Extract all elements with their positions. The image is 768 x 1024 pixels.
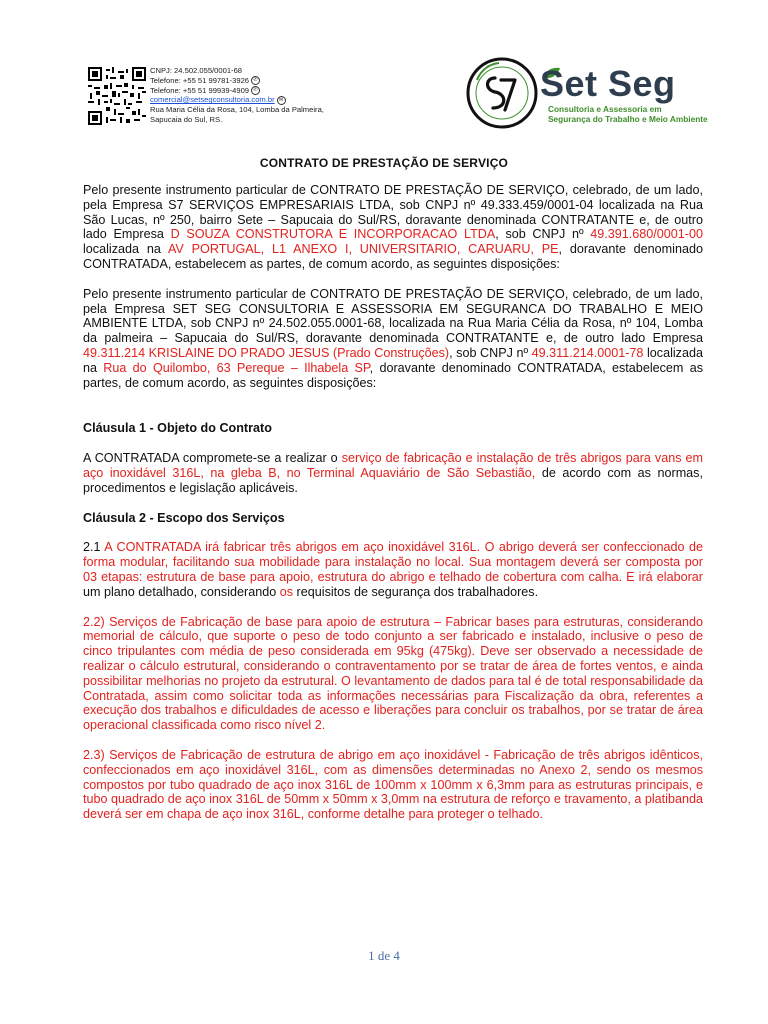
email-icon: ✉ <box>277 96 286 105</box>
p1-text-g: , doravante denominado CONTRATADA, estabelecem as partes, de comum acordo, as seguintes disposições: <box>83 242 703 271</box>
p1-text-e: localizada na <box>83 242 168 257</box>
letterhead <box>0 0 768 140</box>
set-seg-logo <box>540 64 710 126</box>
page-number: 1 de 4 <box>368 948 400 963</box>
phone-line-2 <box>150 86 324 96</box>
brand-name: Set Seg <box>540 63 676 104</box>
clause-2-item-3: 2.3) Serviços de Fabricação de estrutura de abrigo em aço inoxidável - Fabricação de três abrigos idênticos, confeccionados em aço inoxidável 316L, com as dimensões determinadas no Anexo 2, sendo os mesmos compostos por tubo quadrado de aço inox 316L de 100mm x 100mm x 6,3mm para as estruturas principais, e tubo quadrado de aço inox 316L de 50mm x 50mm x 3,0mm na estrutura de reforço e travamento, a platibanda deverá ser em chapa de aço inox 316L, conforme detalhe para proteger o telhado. <box>83 747 703 822</box>
email-link[interactable]: comercial@setsegconsultoria.com.br <box>150 95 275 105</box>
phone-line-1 <box>150 76 324 86</box>
paragraph-2 <box>83 287 703 391</box>
whatsapp-icon: ✆ <box>251 86 260 95</box>
p1-text-a: Pelo presente instrumento particular de CONTRATO DE PRESTAÇÃO DE SERVIÇO, celebrado, de um lado, pela Empresa S7 SERVIÇOS EMPRESARIAIS LTDA, sob CNPJ nº 49.333.459/0001-04 localizada na Rua São Lucas, nº 250, bairro Sete – Sapucaia do Sul/RS, doravante denominada CONTRATANTE e, de outro lado Empresa <box>83 183 703 242</box>
phone-2: Telefone: +55 51 99939-4909 <box>150 85 250 95</box>
clause-1-text <box>83 451 703 495</box>
p2-company: 49.311.214 KRISLAINE DO PRADO JESUS (Prado Construções) <box>83 345 450 360</box>
clause-1-heading: Cláusula 1 - Objeto do Contrato <box>83 421 272 436</box>
s7-seal-logo <box>465 56 539 130</box>
brand-tagline <box>548 104 708 124</box>
brand-tagline-line-2: Segurança do Trabalho e Meio Ambiente <box>548 114 708 124</box>
p2-address: Rua do Quilombo, 63 Pereque – Ilhabela SP <box>103 360 370 375</box>
clause-2-item-1 <box>83 540 703 599</box>
whatsapp-icon: ✆ <box>251 76 260 85</box>
contact-block <box>150 66 324 125</box>
qr-code-icon <box>88 67 146 125</box>
p2-cnpj: 49.311.214.0001-78 <box>531 345 644 360</box>
c2-1-text-e: requisitos de segurança dos trabalhadores. <box>293 584 539 599</box>
cnpj-line: CNPJ: 24.502.055/0001-68 <box>150 66 243 75</box>
c2-1-text-red: A CONTRATADA irá fabricar três abrigos em aço inoxidável 316L. O abrigo deverá ser confeccionado de forma modular, facilitando sua mobilidade para instalação no local. Sua montagem deverá ser composta por 03 etapas: estrutura de base para apoio, estrutura do abrigo e telhado de cobertura com calha. E irá elaborar <box>83 540 704 584</box>
p2-text-g: , doravante denominado CONTRATADA, estabelecem as partes, de comum acordo, as seguintes disposições: <box>83 360 703 390</box>
p2-text-e: localizada na <box>83 345 703 375</box>
p1-address: AV PORTUGAL, L1 ANEXO I, UNIVERSITARIO, CARUARU, PE <box>167 242 559 257</box>
address-line-1: Rua Maria Célia da Rosa, 104, Lomba da Palmeira, <box>150 105 324 115</box>
c2-1-number: 2.1 <box>83 540 105 555</box>
p1-company: D SOUZA CONSTRUTORA E INCORPORACAO LTDA <box>170 227 496 242</box>
paragraph-1 <box>83 183 703 272</box>
c1-text-c: de acordo com as normas, procedimentos e legislação aplicáveis. <box>83 465 703 495</box>
p1-text-c: , sob CNPJ nº <box>495 227 591 242</box>
email-line <box>150 95 324 105</box>
c1-text-a: A CONTRATADA compromete-se a realizar o <box>83 451 342 466</box>
c1-service: serviço de fabricação e instalação de três abrigos para vans em aço inoxidável 316L, na gleba B, no Terminal Aquaviário de São Sebastião, <box>83 451 703 480</box>
p2-text-c: , sob CNPJ nº <box>449 345 532 360</box>
clause-2-heading: Cláusula 2 - Escopo dos Serviços <box>83 510 285 525</box>
p1-cnpj: 49.391.680/0001-00 <box>590 227 704 242</box>
document-title: CONTRATO DE PRESTAÇÃO DE SERVIÇO <box>259 156 509 170</box>
document-body <box>83 183 703 822</box>
phone-1: Telefone: +55 51 99781-3926 <box>150 75 250 85</box>
brand-tagline-line-1: Consultoria e Assessoria em <box>548 104 662 114</box>
clause-2-item-2: 2.2) Serviços de Fabricação de base para apoio de estrutura – Fabricar bases para estruturas, considerando memorial de cálculo, que suporte o peso de todo conjunto a ser fabricado e instalado, inclusive o peso de cinco tripulantes com média de peso considerada em 95kg (475kg). Deve ser observado a necessidade de realizar o cálculo estrutural, considerando o contraventamento por se tratar de área de fortes ventos, e ainda possibilitar melhorias no projeto da estrutural. O levantamento de dados para tal é de total responsabilidade da Contratada, assim como solicitar toda as informações necessárias para Fiscalização da obra, referentes a execução dos trabalhos e dificuldades de acesso e liberações para concluir os trabalhos, por se tratar de área operacional classificada como risco nível 2. <box>83 614 703 733</box>
c2-1-text-os: os <box>279 584 294 599</box>
address-line-2: Sapucaia do Sul, RS. <box>150 114 223 124</box>
p2-text-a: Pelo presente instrumento particular de CONTRATO DE PRESTAÇÃO DE SERVIÇO, celebrado, de um lado, pela Empresa SET SEG CONSULTORIA E ASSESSORIA EM SEGURANCA DO TRABALHO E MEIO AMBIENTE LTDA, sob CNPJ nº 24.502.055.0001-68, localizada na Rua Maria Célia da Rosa, nº 104, Lomba da palmeira – Sapucaia do Sul/RS, doravante denominada CONTRATANTE e, de outro lado Empresa <box>83 286 703 346</box>
c2-1-text-c: um plano detalhado, considerando <box>83 584 280 599</box>
